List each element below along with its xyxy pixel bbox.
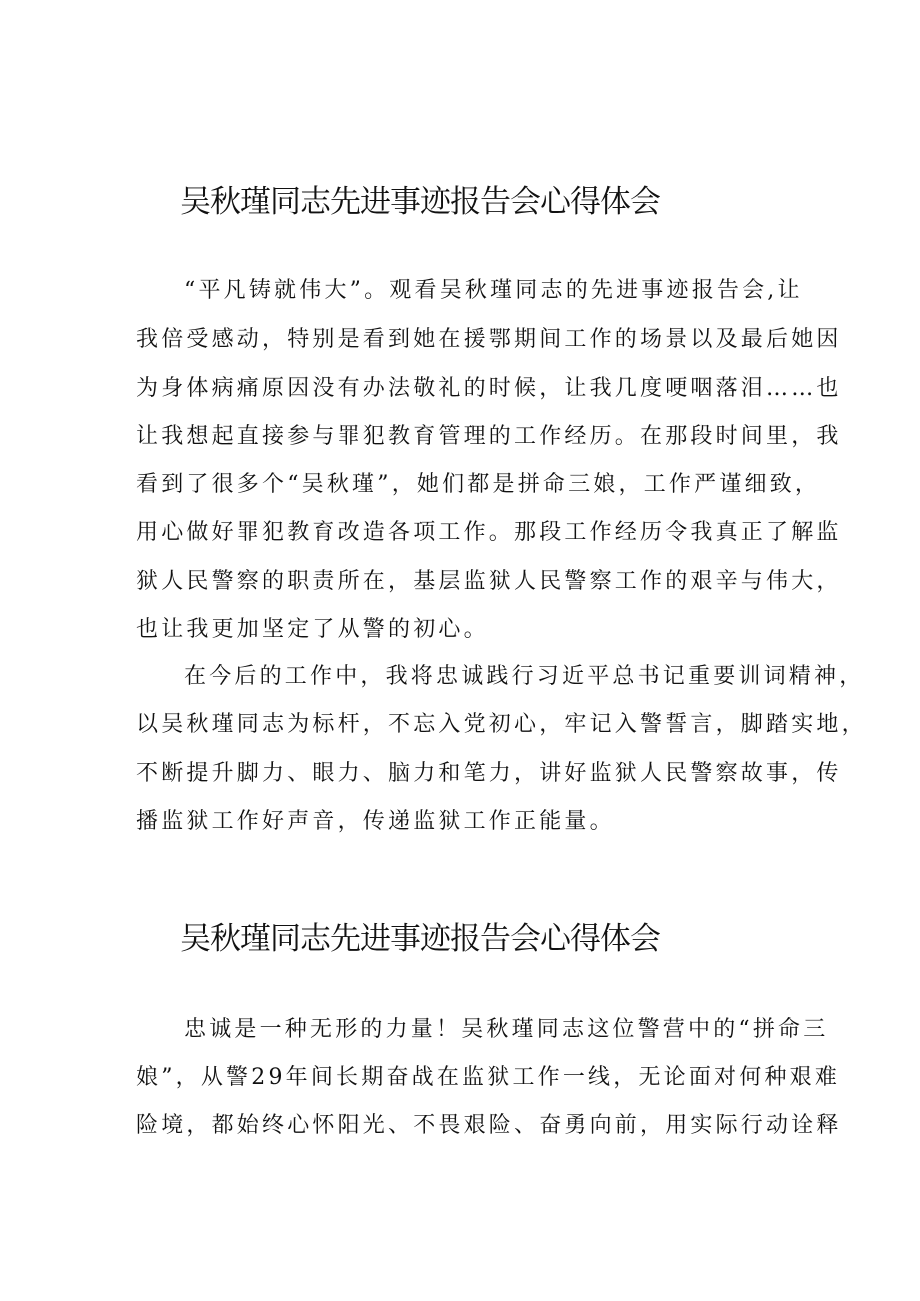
section-2-line-2: 娘”，从警29年间长期奋战在监狱工作一线，无论面对何种艰难	[136, 1065, 841, 1090]
section-1-line-7: 狱人民警察的职责所在，基层监狱人民警察工作的艰辛与伟大，	[136, 569, 842, 594]
section-2-line-1: 忠诚是一种无形的力量！吴秋瑾同志这位警营中的“拼命三	[184, 1017, 829, 1042]
section-1-line-12: 播监狱工作好声音，传递监狱工作正能量。	[136, 809, 615, 834]
section-2-line-3: 险境，都始终心怀阳光、不畏艰险、奋勇向前，用实际行动诠释	[136, 1113, 842, 1138]
section-1-line-10: 以吴秋瑾同志为标杆，不忘入党初心，牢记入警誓言，脚踏实地，	[136, 712, 867, 737]
section-1-line-9: 在今后的工作中，我将忠诚践行习近平总书记重要训词精神，	[184, 664, 865, 689]
section-2-title: 吴秋瑾同志先进事迹报告会心得体会	[180, 921, 660, 957]
section-1-line-4: 让我想起直接参与罪犯教育管理的工作经历。在那段时间里，我	[136, 424, 842, 449]
section-1-line-3: 为身体病痛原因没有办法敬礼的时候，让我几度哽咽落泪……也	[136, 376, 842, 401]
section-1-line-11: 不断提升脚力、眼力、脑力和笔力，讲好监狱人民警察故事，传	[136, 761, 842, 786]
section-1-line-8: 也让我更加坚定了从警的初心。	[136, 617, 489, 642]
section-1-line-1: “平凡铸就伟大”。观看吴秋瑾同志的先进事迹报告会,让	[184, 278, 803, 303]
section-1-line-2: 我倍受感动，特别是看到她在援鄂期间工作的场景以及最后她因	[136, 327, 842, 352]
section-1-title: 吴秋瑾同志先进事迹报告会心得体会	[180, 184, 660, 220]
section-1-line-6: 用心做好罪犯教育改造各项工作。那段工作经历令我真正了解监	[136, 520, 842, 545]
section-1-line-5: 看到了很多个“吴秋瑾”，她们都是拼命三娘，工作严谨细致，	[136, 472, 821, 497]
